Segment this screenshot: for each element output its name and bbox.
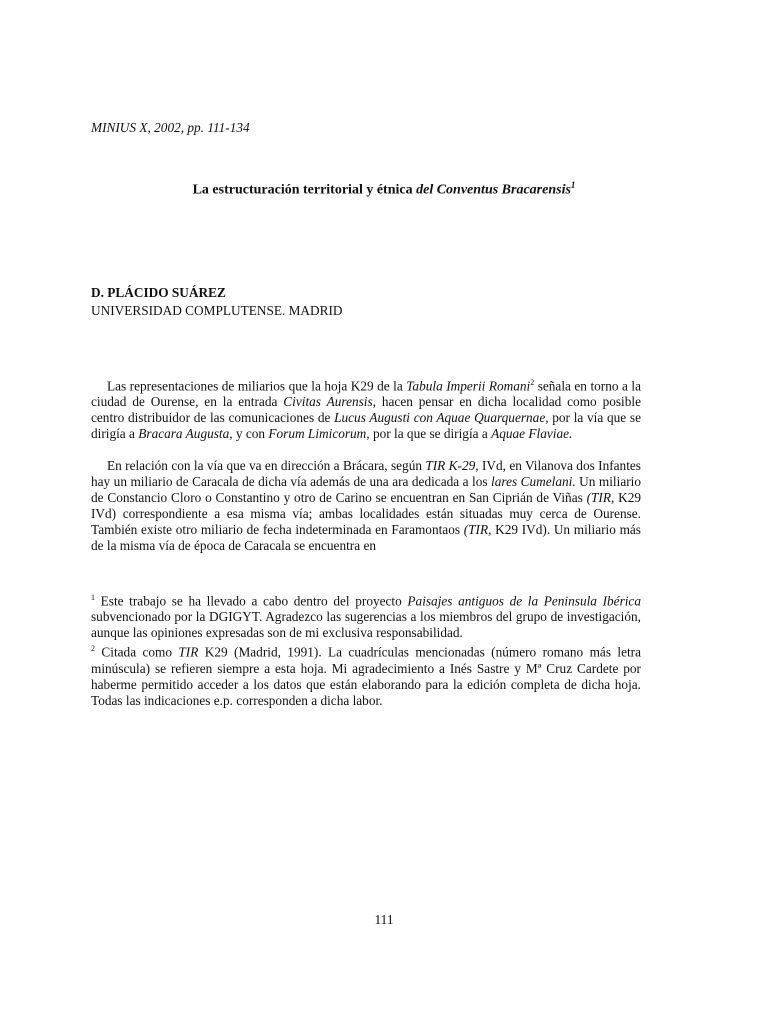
journal-reference: MINIUS X, 2002, pp. 111-134 <box>91 120 250 135</box>
italic-term: Aquae Flaviae. <box>491 426 573 442</box>
footnote-number: 1 <box>91 593 95 602</box>
italic-term: Bracara Augusta, <box>138 426 233 442</box>
italic-term: Tabula Imperii Romani <box>406 378 531 394</box>
paragraph-text: por la que se dirigía a <box>369 426 492 442</box>
footnote-1 <box>91 590 641 641</box>
title-footnote-marker: 1 <box>570 180 576 190</box>
footnote-text: Citada como <box>95 644 179 660</box>
footnote-2 <box>91 641 641 708</box>
paragraph-text: IVd, en Vilanova dos Infantes hay un miliario de Caracala de dicha vía además de una ara dedicada a los <box>91 458 641 490</box>
author-block <box>91 284 343 320</box>
paragraph-text: señala en torno a la ciudad de Ourense, en la entrada <box>91 378 641 410</box>
paragraph-text: hacen pensar en dicha localidad como posible centro distribuidor de las comunicaciones de <box>91 394 641 426</box>
title-italic-text: del Conventus Bracarensis <box>416 182 571 198</box>
paragraph-text: K29 IVd) correspondiente a esa misma vía; ambas localidades están situadas muy cerca de Ourense. También existe otro miliario de fecha indeterminada en Faramontaos <box>91 490 641 538</box>
italic-term: Paisajes antiguos de la Peninsula Ibérica <box>407 593 641 609</box>
italic-term: Civitas Aurensis, <box>283 394 376 410</box>
italic-term: Forum Limicorum, <box>268 426 370 442</box>
paragraph-text: En relación con la vía que va en dirección a Brácara, según <box>107 458 426 474</box>
body-text <box>91 375 641 554</box>
title-text: La estructuración territorial y étnica <box>192 182 417 198</box>
article-title <box>0 180 768 199</box>
paragraph-text: y con <box>232 426 269 442</box>
italic-term: (TIR, <box>463 522 492 538</box>
italic-term: TIR K-29, <box>425 458 479 474</box>
paragraph-1 <box>91 375 641 442</box>
paragraph-text: por la vía que se dirigía a <box>91 410 641 442</box>
page-number: 111 <box>374 912 394 927</box>
footnote-text: subvencionado por la DGIGYT. Agradezco las sugerencias a los miembros del grupo de investigación, aunque las opiniones expresadas son de mi exclusiva responsabilidad. <box>91 609 641 641</box>
paragraph-text: Las representaciones de miliarios que la hoja K29 de la <box>107 378 407 394</box>
paragraph-2 <box>91 458 641 554</box>
footnote-text: Este trabajo se ha llevado a cabo dentro del proyecto <box>95 593 408 609</box>
paragraph-text: Un miliario de Constancio Cloro o Constantino y otro de Carino se encuentran en San Ciprián de Viñas <box>91 474 641 506</box>
italic-term: lares Cumelani. <box>491 474 576 490</box>
paragraph-text: K29 IVd). Un miliario más de la misma vía de época de Caracala se encuentra en <box>91 522 641 554</box>
author-affiliation: UNIVERSIDAD COMPLUTENSE. MADRID <box>91 303 343 318</box>
footnote-marker: 2 <box>530 378 535 387</box>
italic-term: TIR <box>178 644 199 660</box>
author-name: D. PLÁCIDO SUÁREZ <box>91 285 226 300</box>
footnotes <box>91 590 641 709</box>
footnote-number: 2 <box>91 644 95 654</box>
italic-term: (TIR, <box>586 490 615 506</box>
italic-term: Lucus Augusti con Aquae Quarquernae, <box>334 410 549 426</box>
footnote-text: K29 (Madrid, 1991). La cuadrículas mencionadas (número romano más letra minúscula) se refieren siempre a esta hoja. Mi agradecimiento a Inés Sastre y Mª Cruz Cardete por haberme permitido acceder a los datos que están elaborando para la edición completa de dicha hoja. Todas las indicaciones e.p. corresponden a dicha labor. <box>91 644 641 708</box>
